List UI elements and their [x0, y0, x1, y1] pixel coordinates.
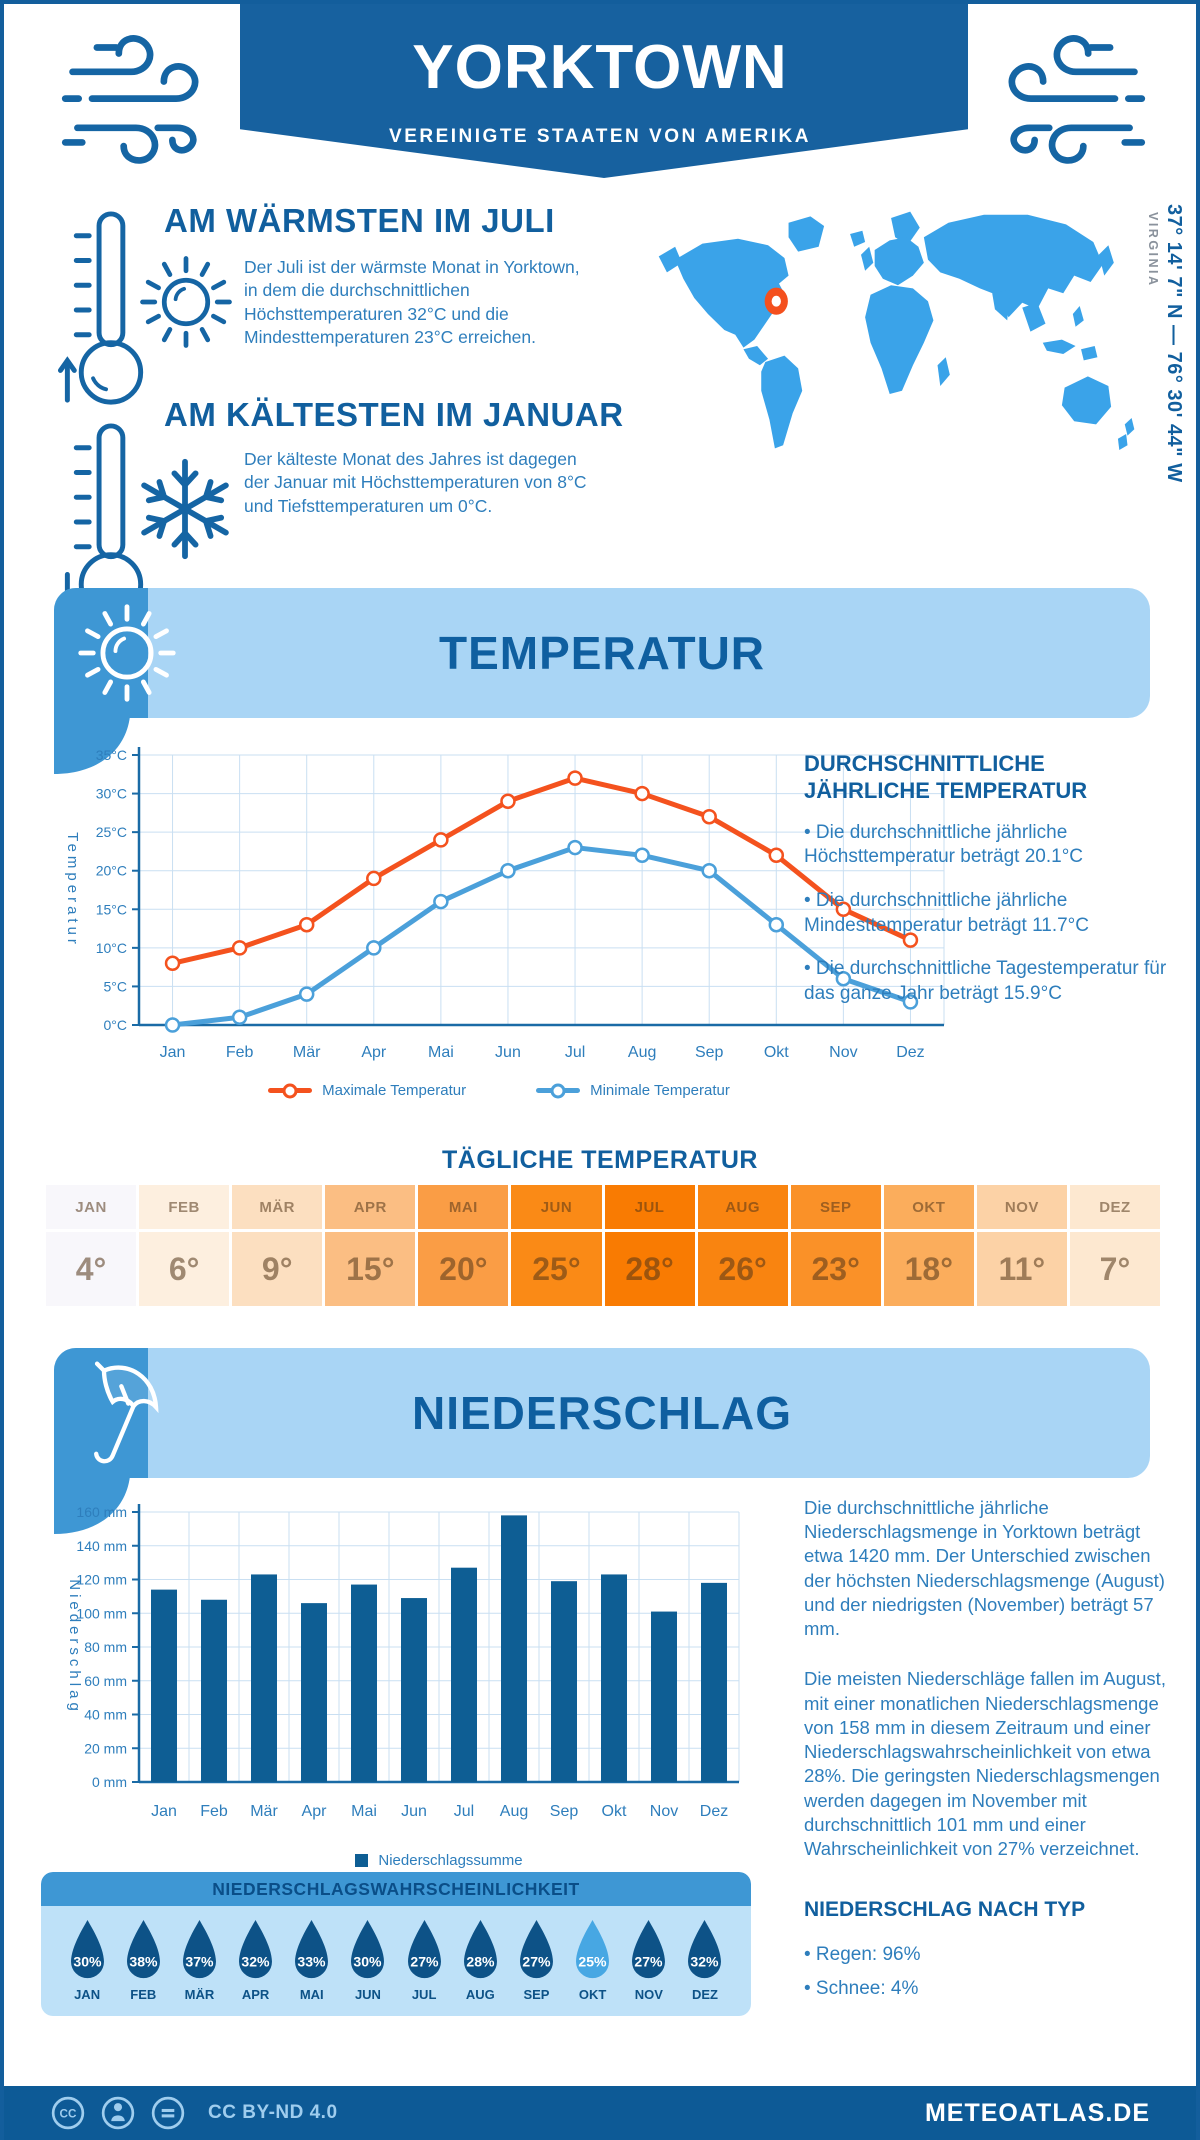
daily-value-cell: 11° [977, 1232, 1067, 1306]
svg-text:20 mm: 20 mm [84, 1740, 127, 1757]
svg-text:27%: 27% [410, 1953, 439, 1970]
svg-text:33%: 33% [297, 1953, 326, 1970]
svg-text:Sep: Sep [694, 1044, 724, 1061]
svg-text:Feb: Feb [225, 1044, 254, 1061]
daily-table-months-row [46, 1185, 1160, 1229]
location-marker-icon [765, 288, 788, 315]
daily-value-cell: 25° [511, 1232, 601, 1306]
daily-value-cell: 26° [698, 1232, 788, 1306]
wind-icon [52, 28, 227, 168]
probability-droplet [284, 1918, 340, 2002]
daily-month-cell: FEB [139, 1185, 229, 1229]
probability-droplet [228, 1918, 284, 2002]
probability-month-label: MAI [299, 1987, 324, 2002]
daily-month-cell: AUG [698, 1185, 788, 1229]
temperature-fact: • Die durchschnittliche jährliche Höchsttemperatur beträgt 20.1°C [804, 821, 1084, 868]
daily-value-cell: 20° [418, 1232, 508, 1306]
svg-text:Mai: Mai [427, 1044, 454, 1061]
daily-month-cell: OKT [884, 1185, 974, 1229]
svg-text:Okt: Okt [601, 1803, 627, 1820]
svg-text:5°C: 5°C [103, 978, 127, 995]
svg-text:Niederschlag: Niederschlag [66, 1579, 83, 1715]
temperature-fact: • Die durchschnittliche jährliche Mindesttemperatur beträgt 11.7°C [804, 890, 1089, 936]
probability-droplet [115, 1918, 171, 2002]
daily-value-cell: 18° [884, 1232, 974, 1306]
probability-month-label: MÄR [184, 1987, 215, 2002]
precipitation-probability-panel [41, 1872, 751, 2016]
precipitation-type-rain: • Regen: 96% [804, 1943, 921, 1965]
svg-text:0 mm: 0 mm [92, 1774, 127, 1790]
svg-text:100 mm: 100 mm [76, 1605, 127, 1622]
svg-text:Aug: Aug [499, 1803, 529, 1820]
svg-text:Jul: Jul [564, 1044, 586, 1061]
svg-text:Jun: Jun [401, 1803, 427, 1820]
cold-text: Der kälteste Monat des Jahres ist dagegen der Januar mit Höchsttemperaturen von 8°C und Tiefsttemperaturen um 0°C. [244, 449, 587, 516]
svg-text:Mai: Mai [351, 1803, 377, 1820]
daily-value-cell: 23° [791, 1232, 881, 1306]
svg-text:Nov: Nov [829, 1044, 858, 1061]
svg-text:15°C: 15°C [95, 901, 127, 918]
legend-item: Minimale Temperatur [536, 1082, 730, 1099]
svg-text:27%: 27% [522, 1953, 551, 1970]
svg-text:Okt: Okt [763, 1044, 789, 1061]
daily-month-cell: JAN [46, 1185, 136, 1229]
snowflake-icon [132, 456, 238, 562]
daily-month-cell: APR [325, 1185, 415, 1229]
daily-month-cell: SEP [791, 1185, 881, 1229]
temperature-facts-heading: DURCHSCHNITTLICHE JÄHRLICHE TEMPERATUR [804, 751, 1088, 803]
probability-droplet [171, 1918, 227, 2002]
svg-text:Aug: Aug [627, 1044, 657, 1061]
probability-droplet [621, 1918, 677, 2002]
map-coordinates: 37° 14' 7" N — 76° 30' 44" W [1163, 204, 1185, 483]
svg-text:30°C: 30°C [95, 785, 127, 802]
probability-droplet [452, 1918, 508, 2002]
daily-month-cell: NOV [977, 1185, 1067, 1229]
svg-text:37%: 37% [185, 1953, 214, 1970]
temperature-fact: • Die durchschnittliche Tagestemperatur für das ganze Jahr beträgt 15.9°C [804, 958, 1167, 1005]
svg-text:Mär: Mär [250, 1803, 278, 1820]
svg-text:CC: CC [59, 2107, 77, 2121]
probability-month-label: DEZ [691, 1987, 718, 2002]
svg-text:10°C: 10°C [95, 939, 127, 956]
svg-text:Dez: Dez [896, 1044, 925, 1061]
license-badge[interactable] [50, 2095, 338, 2131]
probability-month-label: FEB [130, 1987, 157, 2002]
svg-text:Nov: Nov [649, 1803, 679, 1820]
probability-droplet [677, 1918, 733, 2002]
precipitation-paragraph: Die durchschnittliche jährliche Niederschlagsmenge in Yorktown beträgt etwa 1420 mm. Der Unterschied zwischen der höchsten Niederschlagsmenge (August) und der niedrigsten (November) beträgt 57 mm. [804, 1497, 1165, 1640]
probability-panel-title: NIEDERSCHLAGSWAHRSCHEINLICHKEIT [41, 1872, 751, 1906]
probability-droplet [565, 1918, 621, 2002]
daily-month-cell: JUN [511, 1185, 601, 1229]
probability-month-label: JUL [411, 1987, 437, 2002]
svg-text:120 mm: 120 mm [76, 1571, 127, 1588]
precipitation-paragraph: Die meisten Niederschläge fallen im August, mit einer monatlichen Niederschlagsmenge von 158 mm in diesem Zeitraum und einer Niederschlagswahrscheinlichkeit von etwa 28%. Die geringsten Niederschlagsmengen werden dagegen im November mit durchschnittlich 101 mm und einer Wahrscheinlichkeit von 27% verzeichnet. [804, 1668, 1166, 1860]
svg-text:Jan: Jan [159, 1044, 186, 1061]
svg-text:20°C: 20°C [95, 862, 127, 879]
daily-value-cell: 7° [1070, 1232, 1160, 1306]
svg-text:28%: 28% [466, 1953, 495, 1970]
daily-table-values-row [46, 1232, 1160, 1306]
cc-attribution-icon [100, 2095, 136, 2131]
daily-value-cell: 15° [325, 1232, 415, 1306]
license-text: CC BY-ND 4.0 [208, 2102, 338, 2123]
world-map [656, 202, 1148, 490]
svg-text:32%: 32% [241, 1953, 270, 1970]
daily-value-cell: 28° [605, 1232, 695, 1306]
svg-text:Jun: Jun [495, 1044, 521, 1061]
probability-droplet [340, 1918, 396, 2002]
precipitation-chart-legend [139, 1852, 739, 1869]
svg-text:30%: 30% [73, 1953, 102, 1970]
svg-text:Jul: Jul [453, 1803, 475, 1820]
precipitation-bar-chart [44, 1498, 744, 1838]
svg-text:Temperatur: Temperatur [64, 832, 81, 948]
svg-text:25°C: 25°C [95, 824, 127, 841]
probability-month-label: JUN [354, 1987, 381, 2002]
svg-text:Apr: Apr [361, 1044, 387, 1061]
temperature-chart-legend [44, 1082, 954, 1099]
probability-droplet [59, 1918, 115, 2002]
precipitation-type-snow: • Schnee: 4% [804, 1977, 919, 1999]
svg-text:60 mm: 60 mm [84, 1672, 127, 1689]
legend-item: Niederschlagssumme [355, 1852, 522, 1869]
svg-text:27%: 27% [634, 1953, 663, 1970]
svg-text:160 mm: 160 mm [76, 1504, 127, 1520]
footer-bar [4, 2086, 1196, 2140]
sun-icon [134, 250, 238, 354]
precipitation-type-heading: NIEDERSCHLAG NACH TYP [804, 1898, 1086, 1922]
legend-item: Maximale Temperatur [268, 1082, 466, 1099]
daily-value-cell: 6° [139, 1232, 229, 1306]
svg-text:Jan: Jan [151, 1803, 177, 1820]
probability-month-label: APR [241, 1987, 270, 2002]
cc-nd-icon [150, 2095, 186, 2131]
map-region-label: VIRGINIA [1146, 212, 1160, 288]
probability-month-label: AUG [465, 1987, 495, 2002]
svg-text:0°C: 0°C [103, 1017, 127, 1033]
svg-text:Sep: Sep [549, 1803, 579, 1820]
warm-text: Der Juli ist der wärmste Monat in Yorktown, in dem die durchschnittlichen Höchsttemperaturen 32°C und die Mindesttemperaturen 23°C erreichen. [244, 257, 580, 348]
precipitation-text-column [804, 1496, 1178, 2001]
probability-droplet [508, 1918, 564, 2002]
probability-month-label: JAN [74, 1987, 101, 2002]
warm-heading: AM WÄRMSTEN IM JULI [164, 202, 555, 239]
temperature-section-title: TEMPERATUR [438, 627, 766, 679]
svg-text:40 mm: 40 mm [84, 1706, 127, 1723]
svg-text:Apr: Apr [301, 1803, 327, 1820]
svg-text:38%: 38% [129, 1953, 158, 1970]
precipitation-section-title: NIEDERSCHLAG [411, 1387, 793, 1439]
daily-month-cell: MÄR [232, 1185, 322, 1229]
cold-heading: AM KÄLTESTEN IM JANUAR [164, 396, 624, 433]
daily-value-cell: 9° [232, 1232, 322, 1306]
probability-droplet [396, 1918, 452, 2002]
probability-month-label: SEP [523, 1987, 550, 2002]
svg-text:140 mm: 140 mm [76, 1537, 127, 1554]
daily-month-cell: JUL [605, 1185, 695, 1229]
page-title: YORKTOWN [412, 33, 788, 102]
probability-droplets-row [41, 1906, 751, 2016]
cc-icon [50, 2095, 86, 2131]
svg-text:80 mm: 80 mm [84, 1639, 127, 1655]
daily-month-cell: DEZ [1070, 1185, 1160, 1229]
temperature-facts [804, 751, 1176, 1007]
svg-text:30%: 30% [353, 1953, 382, 1970]
svg-text:Dez: Dez [699, 1803, 729, 1820]
svg-text:35°C: 35°C [95, 747, 127, 763]
svg-text:25%: 25% [578, 1953, 607, 1970]
svg-text:Feb: Feb [200, 1803, 228, 1820]
svg-text:32%: 32% [690, 1953, 720, 1970]
daily-month-cell: MAI [418, 1185, 508, 1229]
probability-month-label: OKT [578, 1987, 607, 2002]
probability-month-label: NOV [634, 1987, 663, 2002]
footer-brand-link[interactable]: METEOATLAS.DE [924, 2098, 1150, 2127]
daily-value-cell: 4° [46, 1232, 136, 1306]
svg-text:Mär: Mär [292, 1044, 321, 1061]
daily-table-title: TÄGLICHE TEMPERATUR [442, 1146, 758, 1174]
page-subtitle: VEREINIGTE STAATEN VON AMERIKA [389, 126, 811, 147]
wind-icon [980, 28, 1155, 168]
